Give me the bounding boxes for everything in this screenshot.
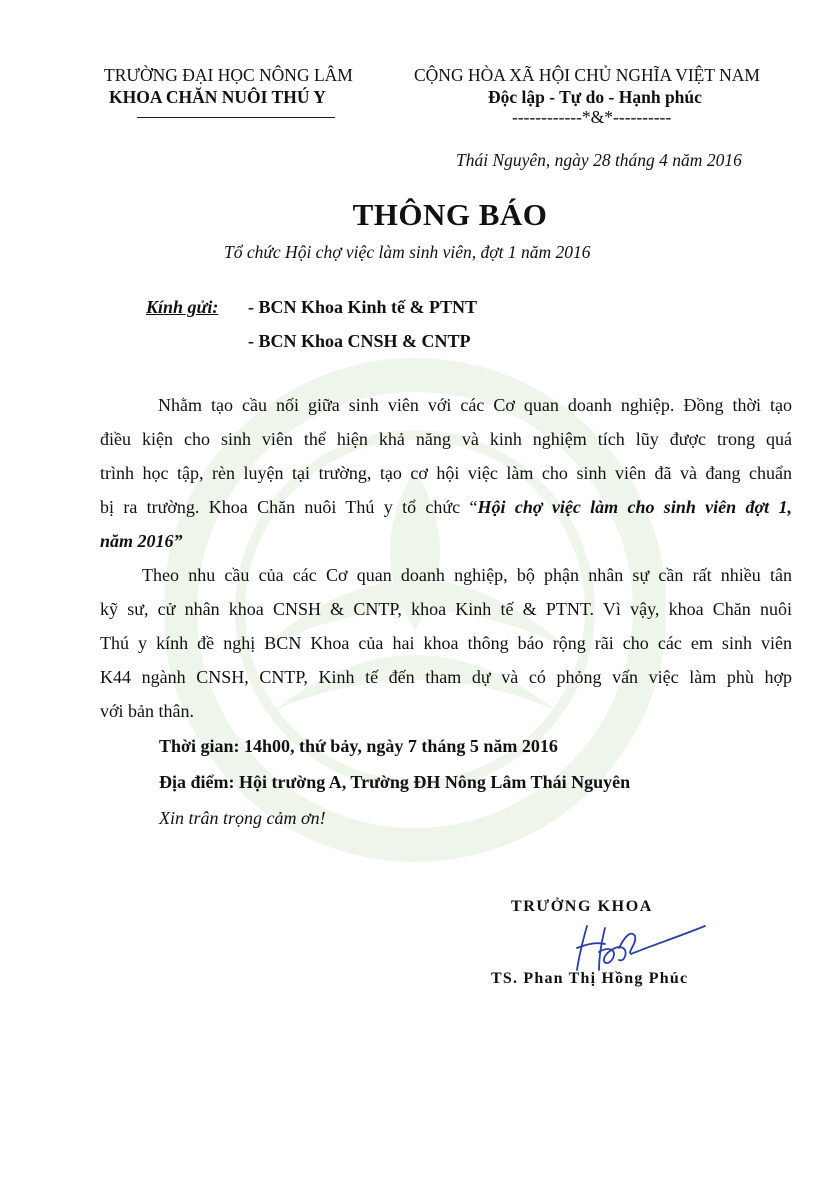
paragraph-line: trình học tập, rèn luyện tại trường, tạo cơ hội việc làm cho sinh viên đã và đang chuẩn [100, 463, 792, 483]
paragraph-line: với bản thân. [100, 701, 194, 721]
document-title: THÔNG BÁO [352, 197, 548, 232]
paragraph-line: kỹ sư, cử nhân khoa CNSH & CNTP, khoa Kinh tế & PTNT. Vì vậy, khoa Chăn nuôi [100, 599, 792, 619]
handwritten-signature [565, 918, 715, 978]
country-name: CỘNG HÒA XÃ HỘI CHỦ NGHĨA VIỆT NAM [414, 65, 760, 85]
signer-title: TRƯỞNG KHOA [511, 898, 653, 915]
paragraph-line: điều kiện cho sinh viên thể hiện khả năng và kinh nghiệm tích lũy được trong quá [100, 429, 792, 449]
recipient-item: - BCN Khoa Kinh tế & PTNT [248, 297, 478, 317]
paragraph-line: Nhằm tạo cầu nối giữa sinh viên với các Cơ quan doanh nghiệp. Đồng thời tạo [158, 395, 792, 415]
national-motto: Độc lập - Tự do - Hạnh phúc [488, 87, 702, 107]
paragraph-line: K44 ngành CNSH, CNTP, Kinh tế đến tham dự và có phỏng vấn việc làm phù hợp [100, 667, 792, 687]
paragraph-line [100, 490, 792, 524]
closing-thanks: Xin trân trọng cảm ơn! [159, 808, 326, 828]
event-name-emphasis: Hội chợ việc làm cho sinh viên đợt 1, [477, 497, 792, 517]
event-year-emphasis: năm 2016” [100, 531, 183, 551]
paragraph-line: Theo nhu cầu của các Cơ quan doanh nghiệp, bộ phận nhân sự cần rất nhiều tân [142, 565, 792, 585]
event-time: Thời gian: 14h00, thứ bảy, ngày 7 tháng 5 năm 2016 [159, 736, 558, 756]
paragraph-line: Thú y kính đề nghị BCN Khoa của hai khoa thông báo rộng rãi cho các em sinh viên [100, 633, 792, 653]
document-subtitle: Tổ chức Hội chợ việc làm sinh viên, đợt 1 năm 2016 [224, 242, 591, 262]
header-underline [137, 117, 335, 118]
body-paragraph-1 [100, 388, 792, 558]
signer-name: TS. Phan Thị Hồng Phúc [491, 970, 689, 987]
recipient-label: Kính gửi: [146, 297, 219, 317]
date-line: Thái Nguyên, ngày 28 tháng 4 năm 2016 [456, 150, 742, 170]
university-name: TRƯỜNG ĐẠI HỌC NÔNG LÂM [104, 65, 353, 85]
event-place: Địa điểm: Hội trường A, Trường ĐH Nông Lâm Thái Nguyên [159, 772, 631, 792]
motto-separator: ------------*&*---------- [512, 107, 672, 127]
recipient-item: - BCN Khoa CNSH & CNTP [248, 331, 471, 351]
faculty-name: KHOA CHĂN NUÔI THÚ Y [109, 87, 326, 107]
body-paragraph-2 [100, 558, 792, 728]
paragraph-text: bị ra trường. Khoa Chăn nuôi Thú y tổ chức “ [100, 497, 478, 517]
